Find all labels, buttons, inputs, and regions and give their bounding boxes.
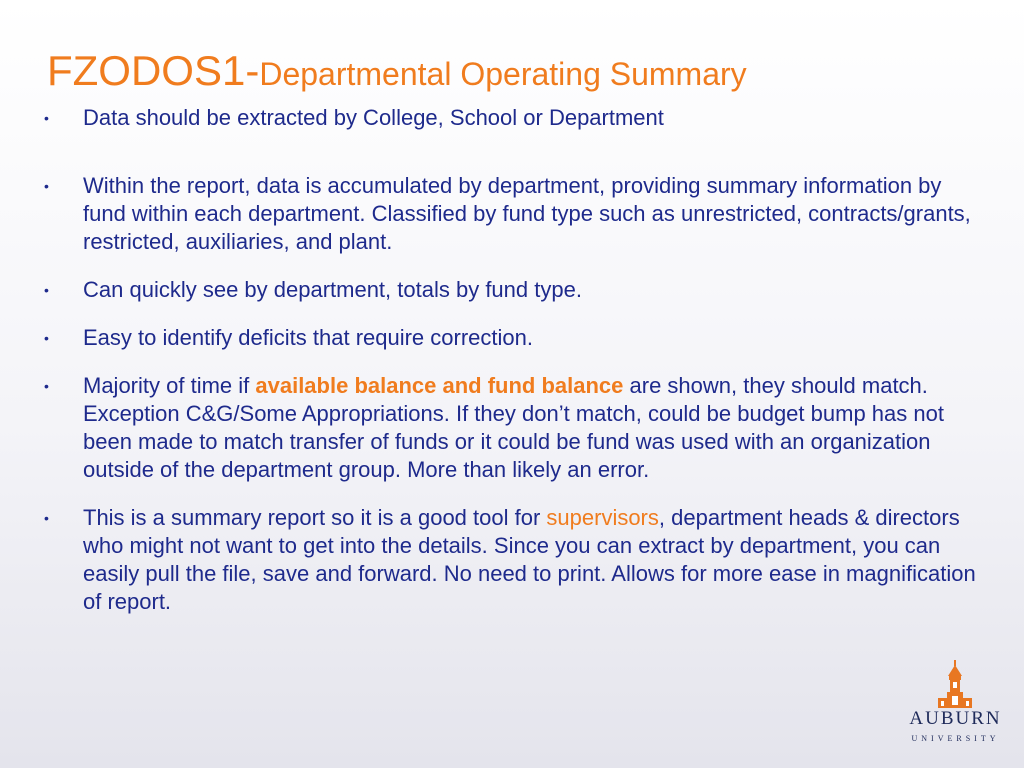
bullet-text: Easy to identify deficits that require correction.: [83, 325, 533, 350]
bullet-item: [40, 372, 985, 484]
bullet-text: Within the report, data is accumulated by department, providing summary information by fund within each department. Classified by fund type such as unrestricted, contracts/grants, restricted, auxiliaries, and plant.: [83, 173, 971, 254]
logo-subtitle: UNIVERSITY: [911, 734, 1000, 743]
bullet-dot-icon: •: [44, 282, 49, 298]
tower-icon: [934, 660, 976, 708]
bullet-text: Can quickly see by department, totals by fund type.: [83, 277, 582, 302]
bullet-highlight: available balance and fund balance: [255, 373, 624, 398]
bullet-dot-icon: •: [44, 110, 49, 126]
bullet-text-pre: This is a summary report so it is a good tool for: [83, 505, 547, 530]
bullet-list: [40, 104, 985, 636]
bullet-dot-icon: •: [44, 330, 49, 346]
bullet-item: [40, 504, 985, 616]
bullet-item: [40, 172, 985, 256]
bullet-item: [40, 276, 985, 304]
auburn-logo: [898, 660, 1013, 760]
bullet-text-pre: Majority of time if: [83, 373, 256, 398]
bullet-highlight: supervisors: [546, 505, 659, 530]
logo-wordmark: AUBURN: [909, 708, 1002, 729]
bullet-dot-icon: •: [44, 178, 49, 194]
bullet-text: Data should be extracted by College, School or Department: [83, 105, 664, 130]
title-sub: Departmental Operating Summary: [259, 56, 747, 92]
slide-title: [47, 47, 747, 94]
bullet-dot-icon: •: [44, 510, 49, 526]
bullet-dot-icon: •: [44, 378, 49, 394]
bullet-item: [40, 104, 985, 132]
bullet-item: [40, 324, 985, 352]
title-main: FZODOS1-: [47, 47, 260, 94]
bullet-text-post: , department heads & directors who might not want to get into the details. Since you can extract by department, you can easily pull the file, save and forward. No need to print. Allows for more ease in magnification of report.: [83, 505, 976, 614]
bullet-text-post: are shown, they should match. Exception C&G/Some Appropriations. If they don’t match, could be budget bump has not been made to match transfer of funds or it could be fund was used with an organization outside of the department group. More than likely an error.: [83, 373, 944, 482]
